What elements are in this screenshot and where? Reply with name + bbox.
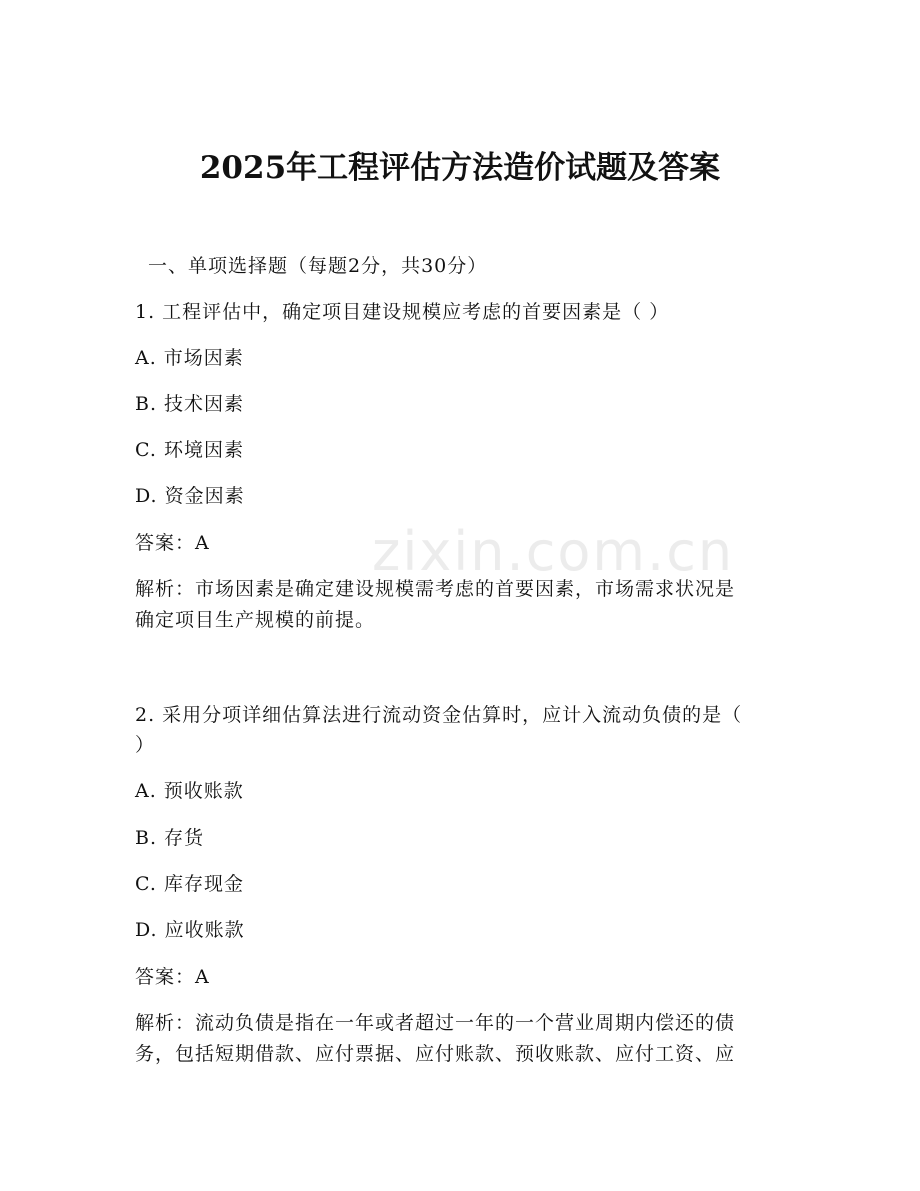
question-2-analysis-line-2: 务，包括短期借款、应付票据、应付账款、预收账款、应付工资、应	[135, 1043, 736, 1065]
question-1-option-a: A. 市场因素	[135, 347, 244, 369]
watermark: zixin.com.cn	[372, 520, 735, 583]
question-2-answer: 答案：A	[135, 966, 210, 988]
question-1-option-c: C. 环境因素	[135, 439, 244, 461]
question-2-option-c: C. 库存现金	[135, 873, 244, 895]
question-2-option-d: D. 应收账款	[135, 919, 245, 941]
question-1-analysis-line-1: 解析：市场因素是确定建设规模需考虑的首要因素，市场需求状况是	[135, 578, 736, 600]
question-1-stem: 1. 工程评估中，确定项目建设规模应考虑的首要因素是（ ）	[135, 301, 670, 323]
question-1-option-b: B. 技术因素	[135, 393, 245, 415]
question-2-stem-line-2: ）	[135, 734, 156, 756]
question-2-analysis-line-1: 解析：流动负债是指在一年或者超过一年的一个营业周期内偿还的债	[135, 1012, 736, 1034]
document-title: 2025年工程评估方法造价试题及答案	[199, 150, 721, 186]
question-1-analysis-line-2: 确定项目生产规模的前提。	[135, 609, 376, 631]
question-2-stem-line-1: 2. 采用分项详细估算法进行流动资金估算时，应计入流动负债的是（	[135, 704, 743, 726]
question-1-answer: 答案：A	[135, 532, 210, 554]
question-2-option-b: B. 存货	[135, 827, 205, 849]
question-1-option-d: D. 资金因素	[135, 485, 245, 507]
question-2-option-a: A. 预收账款	[135, 780, 244, 802]
section-heading: 一、单项选择题（每题2分，共30分）	[148, 255, 488, 277]
